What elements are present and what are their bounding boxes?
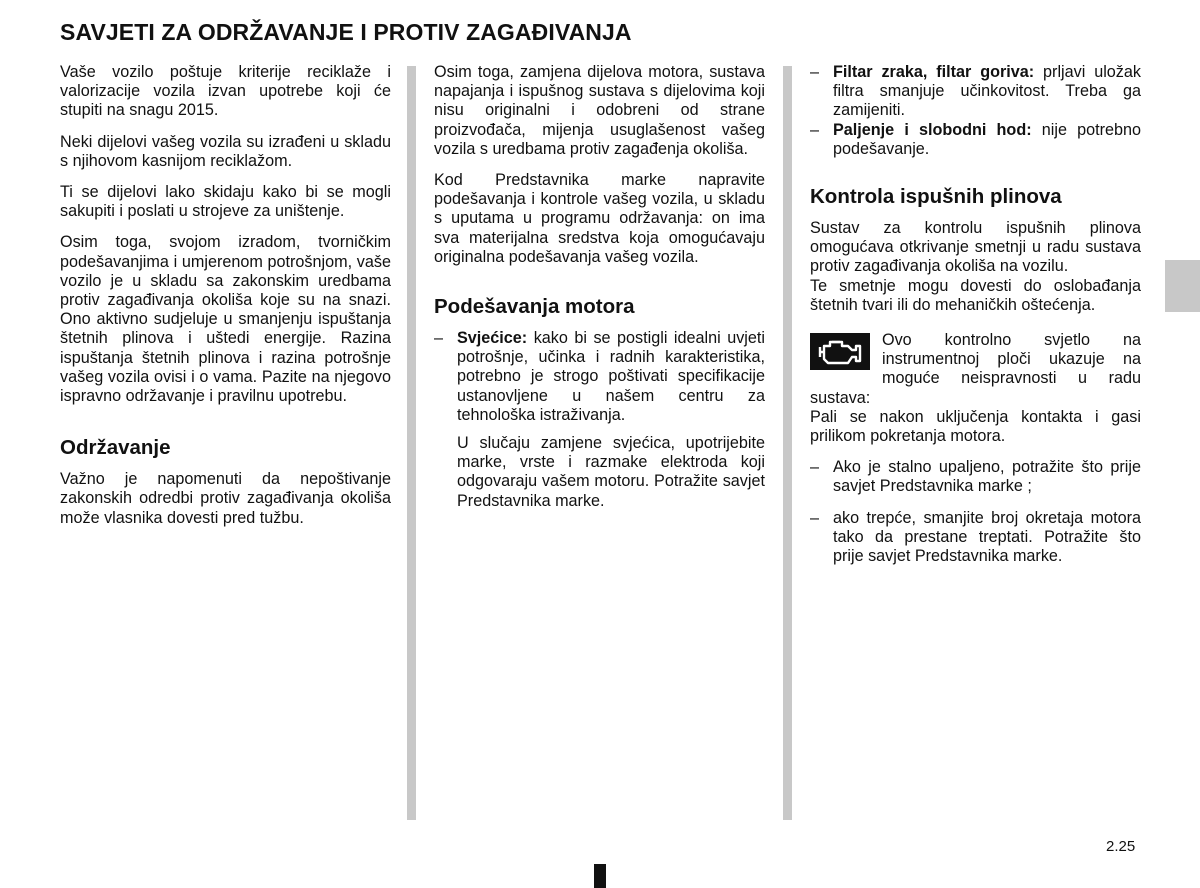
paragraph: Neki dijelovi vašeg vozila su izrađeni u skladu s njihovom kasnijom reciklažom. xyxy=(60,132,391,170)
dash-bullet: – xyxy=(810,120,820,139)
item-text: Ako je stalno upaljeno, potražite što prije savjet Predstavnika marke ; xyxy=(833,458,1141,496)
dash-bullet: – xyxy=(434,329,444,348)
warning-description: Ovo kontrolno svjetlo na instrumentnoj ploči ukazuje na moguće neispravnosti u radu sustava: xyxy=(810,331,1141,407)
list-item xyxy=(434,329,765,511)
section-heading-podesavanja-motora: Podešavanja motora xyxy=(434,295,635,319)
item-subparagraph: U slučaju zamjene svjećica, upotrijebite marke, vrste i razmake elektroda koji odgovaraju vašem motoru. Potražite savjet Predstavnika marke. xyxy=(457,434,765,510)
chapter-tab-marker xyxy=(1165,260,1200,312)
column-2 xyxy=(434,63,765,523)
dash-bullet: – xyxy=(810,508,820,527)
warning-light-block xyxy=(810,331,1141,408)
list-item xyxy=(810,458,1141,496)
page-bottom-marker xyxy=(594,864,606,888)
section-heading-odrzavanje: Održavanje xyxy=(60,436,171,460)
column-1 xyxy=(60,63,391,540)
dash-bullet: – xyxy=(810,458,820,477)
paragraph: Vaše vozilo poštuje kriterije reciklaže i valorizacije vozila izvan upotrebe koji će stupiti na snagu 2015. xyxy=(60,63,391,120)
paragraph: Osim toga, zamjena dijelova motora, sustava napajanja i ispušnog sustava s dijelovima koji nisu originalni i odobreni od strane proizvođača, mijenja usuglašenost vašeg vozila s uredbama protiv zagađenja okoliša. xyxy=(434,63,765,158)
paragraph: Osim toga, svojom izradom, tvorničkim podešavanjima i umjerenom potrošnjom, vaše vozilo je u skladu sa zakonskim uredbama protiv zagađivanja okoliša koje su na snazi. Ono aktivno sudjeluje u smanjenju ispuštanja štetnih plinova i uštedi energije. Razina ispuštanja štetnih plinova i razina potrošnje vašeg vozila ovisi i o vama. Pazite na njegovo ispravno održavanje i pravilnu upotrebu. xyxy=(60,233,391,406)
list-item xyxy=(810,121,1141,159)
paragraph: Ti se dijelovi lako skidaju kako bi se mogli sakupiti i poslati u strojeve za uništenje. xyxy=(60,183,391,221)
page-title: SAVJETI ZA ODRŽAVANJE I PROTIV ZAGAĐIVANJA xyxy=(60,19,632,45)
column-3 xyxy=(810,63,1141,578)
column-separator xyxy=(407,66,416,820)
item-label: Paljenje i slobodni hod: xyxy=(833,120,1032,139)
paragraph: Pali se nakon uključenja kontakta i gasi prilikom pokretanja motora. xyxy=(810,407,1141,446)
paragraph: Kod Predstavnika marke napravite podešavanja i kontrole vašeg vozila, u skladu s uputama u programu održavanja: on ima sva materijalna sredstva koja omogućavaju originalna podešavanja vašeg vozila. xyxy=(434,171,765,266)
paragraph: Sustav za kontrolu ispušnih plinova omogućava otkrivanje smetnji u radu sustava protiv zagađivanja okoliša na vozilu. xyxy=(810,219,1141,276)
paragraph: Te smetnje mogu dovesti do oslobađanja štetnih tvari ili do mehaničkih oštećenja. xyxy=(810,276,1141,314)
item-label: Filtar zraka, filtar goriva: xyxy=(833,63,1035,81)
item-text: ako trepće, smanjite broj okretaja motora tako da prestane treptati. Potražite što prije savjet Predstavnika marke. xyxy=(833,508,1141,566)
page-number: 2.25 xyxy=(1106,838,1136,855)
engine-icon-graphic xyxy=(816,337,864,367)
engine-warning-icon xyxy=(810,333,870,370)
item-label: Svjećice: xyxy=(457,329,528,348)
list-item xyxy=(810,63,1141,121)
section-heading-kontrola-ispusnih-plinova: Kontrola ispušnih plinova xyxy=(810,185,1062,209)
item-text: nije potrebno podešavanje. xyxy=(833,120,1141,158)
dash-bullet: – xyxy=(810,63,820,81)
list-item xyxy=(810,509,1141,567)
item-text: prljavi uložak filtra smanjuje učinkovitost. Treba ga zamijeniti. xyxy=(833,63,1141,120)
paragraph: Važno je napomenuti da nepoštivanje zakonskih odredbi protiv zagađivanja okoliša može vlasnika dovesti pred tužbu. xyxy=(60,470,391,527)
item-text: kako bi se postigli idealni uvjeti potrošnje, učinka i radnih karakteristika, potrebno je strogo poštivati specifikacije ustanovljene u našem centru za tehnološka istraživanja. xyxy=(457,329,765,424)
column-separator xyxy=(783,66,792,820)
